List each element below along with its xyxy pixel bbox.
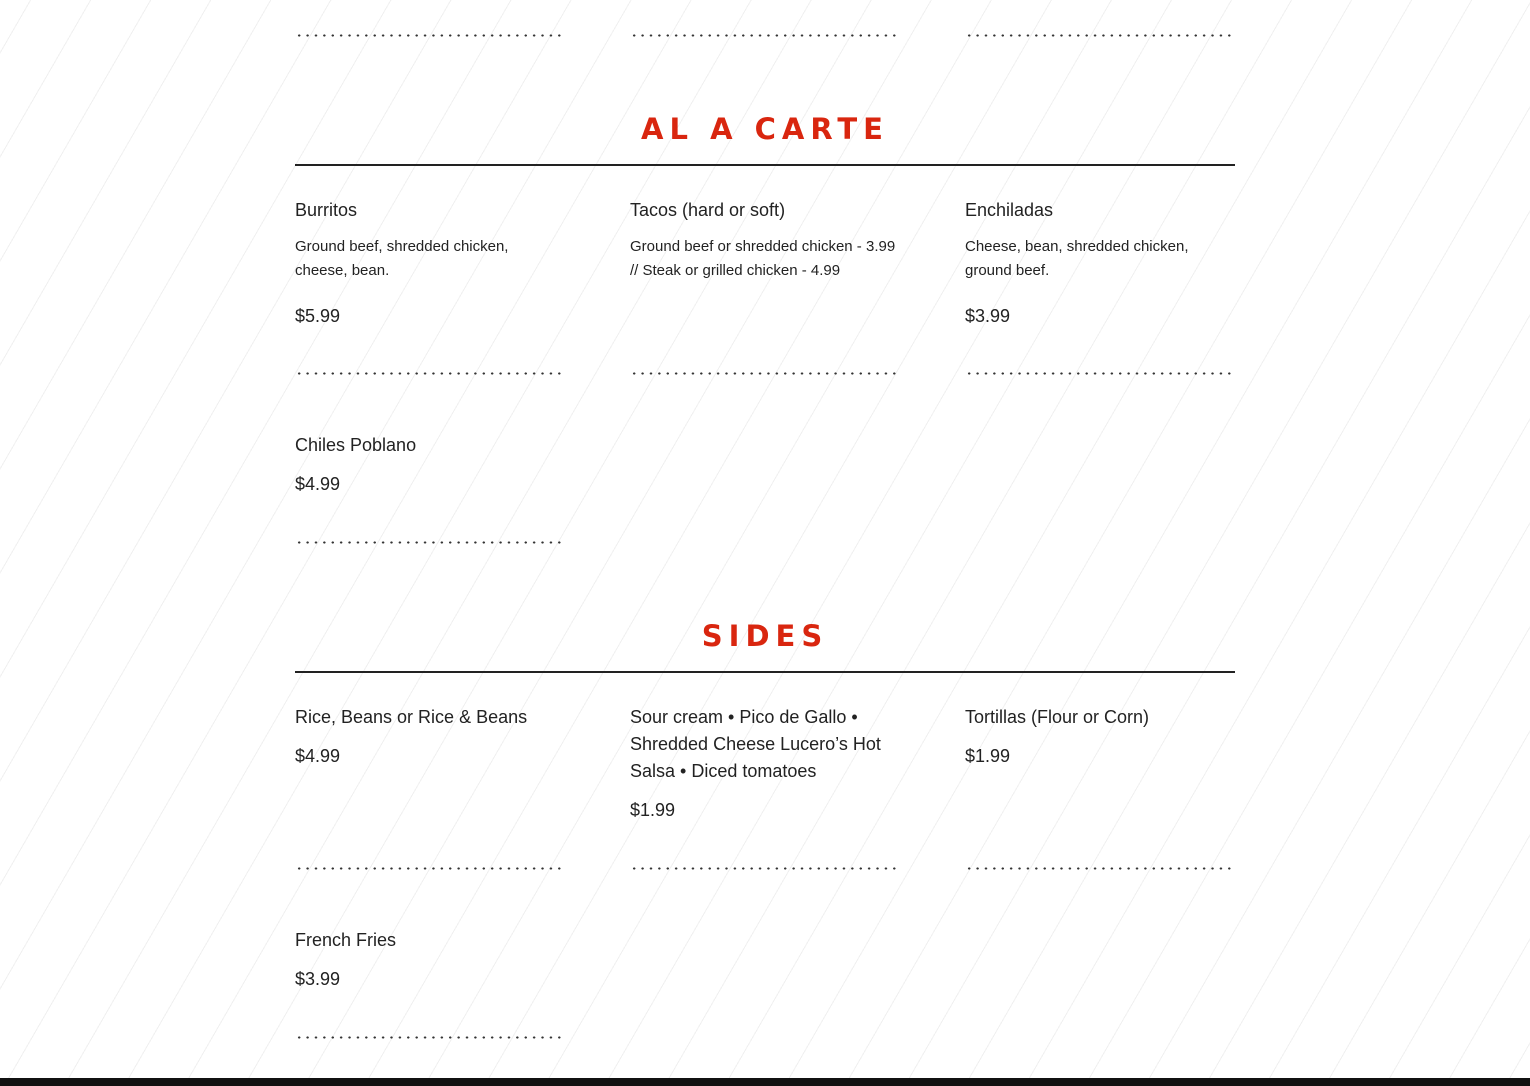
dotted-separator <box>965 372 1235 375</box>
menu-item-description: Ground beef or shredded chicken - 3.99 // Steak or grilled chicken - 4.99 <box>630 238 896 279</box>
section-title-sides: SIDES <box>701 619 829 653</box>
menu-item-name: Rice, Beans or Rice & Beans <box>295 707 528 727</box>
dotted-separator <box>295 372 565 375</box>
menu-item-price: $4.99 <box>295 746 341 766</box>
menu-item-chiles-poblano <box>295 432 565 512</box>
menu-item-price: $3.99 <box>295 969 341 989</box>
menu-item-name: Sour cream • Pico de Gallo • Shredded Cheese Lucero’s Hot Salsa • Diced tomatoes <box>630 707 881 781</box>
menu-item-price: $1.99 <box>630 800 676 820</box>
menu-item-name: Tortillas (Flour or Corn) <box>965 707 1150 727</box>
bottom-bar <box>0 1078 1530 1086</box>
dotted-separator <box>630 34 900 37</box>
menu-item-price: $3.99 <box>965 306 1011 326</box>
dotted-separator <box>630 867 900 870</box>
section-divider <box>295 671 1235 673</box>
menu-item-enchiladas <box>965 197 1235 337</box>
dotted-separator <box>295 541 565 544</box>
menu-item-name: Chiles Poblano <box>295 435 417 455</box>
menu-item-price: $5.99 <box>295 306 341 326</box>
section-title-al-a-carte: AL A CARTE <box>641 112 889 146</box>
menu-item-name: Tacos (hard or soft) <box>630 200 786 220</box>
menu-item-name: Enchiladas <box>965 200 1054 220</box>
side-item-rice-beans <box>295 704 565 784</box>
side-item-toppings <box>630 704 900 834</box>
dotted-separator <box>295 1036 565 1039</box>
side-item-french-fries <box>295 927 565 1007</box>
dotted-separator <box>630 372 900 375</box>
menu-item-price: $1.99 <box>965 746 1011 766</box>
side-item-tortillas <box>965 704 1235 784</box>
dotted-separator <box>295 867 565 870</box>
menu-item-description: Cheese, bean, shredded chicken, ground beef. <box>965 238 1189 279</box>
section-divider <box>295 164 1235 166</box>
menu-item-burritos <box>295 197 565 337</box>
menu-item-description: Ground beef, shredded chicken, cheese, bean. <box>295 238 509 279</box>
menu-item-name: Burritos <box>295 200 358 220</box>
dotted-separator <box>965 867 1235 870</box>
dotted-separator <box>965 34 1235 37</box>
menu-item-name: French Fries <box>295 930 397 950</box>
menu-item-tacos <box>630 197 900 337</box>
menu-item-price: $4.99 <box>295 474 341 494</box>
dotted-separator <box>295 34 565 37</box>
